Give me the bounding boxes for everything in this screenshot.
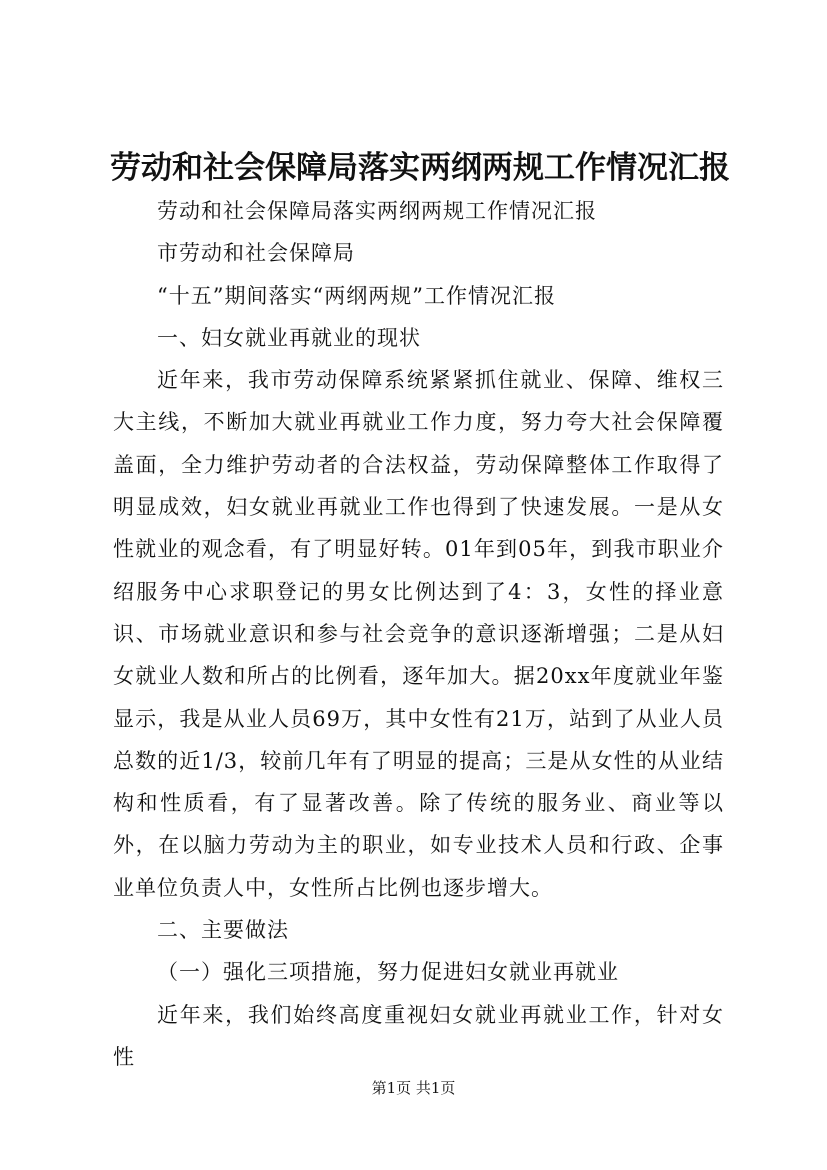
subsection-heading-1: （一）强化三项措施，努力促进妇女就业再就业 <box>157 960 619 985</box>
document-body <box>113 190 724 1078</box>
section-heading-1: 一、妇女就业再就业的现状 <box>157 325 421 350</box>
paragraph-body-1: 近年来，我市劳动保障系统紧紧抓住就业、保障、维权三大主线，不断加大就业再就业工作力度，努力夸大社会保障覆盖面，全力维护劳动者的合法权益，劳动保障整体工作取得了明显成效，妇女就业再就业工作也得到了快速发展。一是从女性就业的观念看，有了明显好转。01年到05年，到我市职业介绍服务中心求职登记的男女比例达到了4：3，女性的择业意识、市场就业意识和参与社会竞争的意识逐渐增强；二是从妇女就业人数和所占的比例看，逐年加大。据20xx年度就业年鉴显示，我是从业人员69万，其中女性有21万，站到了从业人员总数的近1/3，较前几年有了明显的提高；三是从女性的从业结构和性质看，有了显著改善。除了传统的服务业、商业等以外，在以脑力劳动为主的职业，如专业技术人员和行政、企事业单位负责人中，女性所占比例也逐步增大。 <box>113 368 724 900</box>
section-heading-2: 二、主要做法 <box>157 918 289 943</box>
paragraph-author: 市劳动和社会保障局 <box>157 241 355 266</box>
document-title: 劳动和社会保障局落实两纲两规工作情况汇报 <box>110 150 730 186</box>
page-footer: 第1页 共1页 <box>371 1079 456 1097</box>
paragraph-report-title: “十五”期间落实“两纲两规”工作情况汇报 <box>157 283 556 308</box>
paragraph-body-2: 近年来，我们始终高度重视妇女就业再就业工作，针对女性 <box>113 1002 724 1069</box>
paragraph-subtitle: 劳动和社会保障局落实两纲两规工作情况汇报 <box>157 199 597 223</box>
